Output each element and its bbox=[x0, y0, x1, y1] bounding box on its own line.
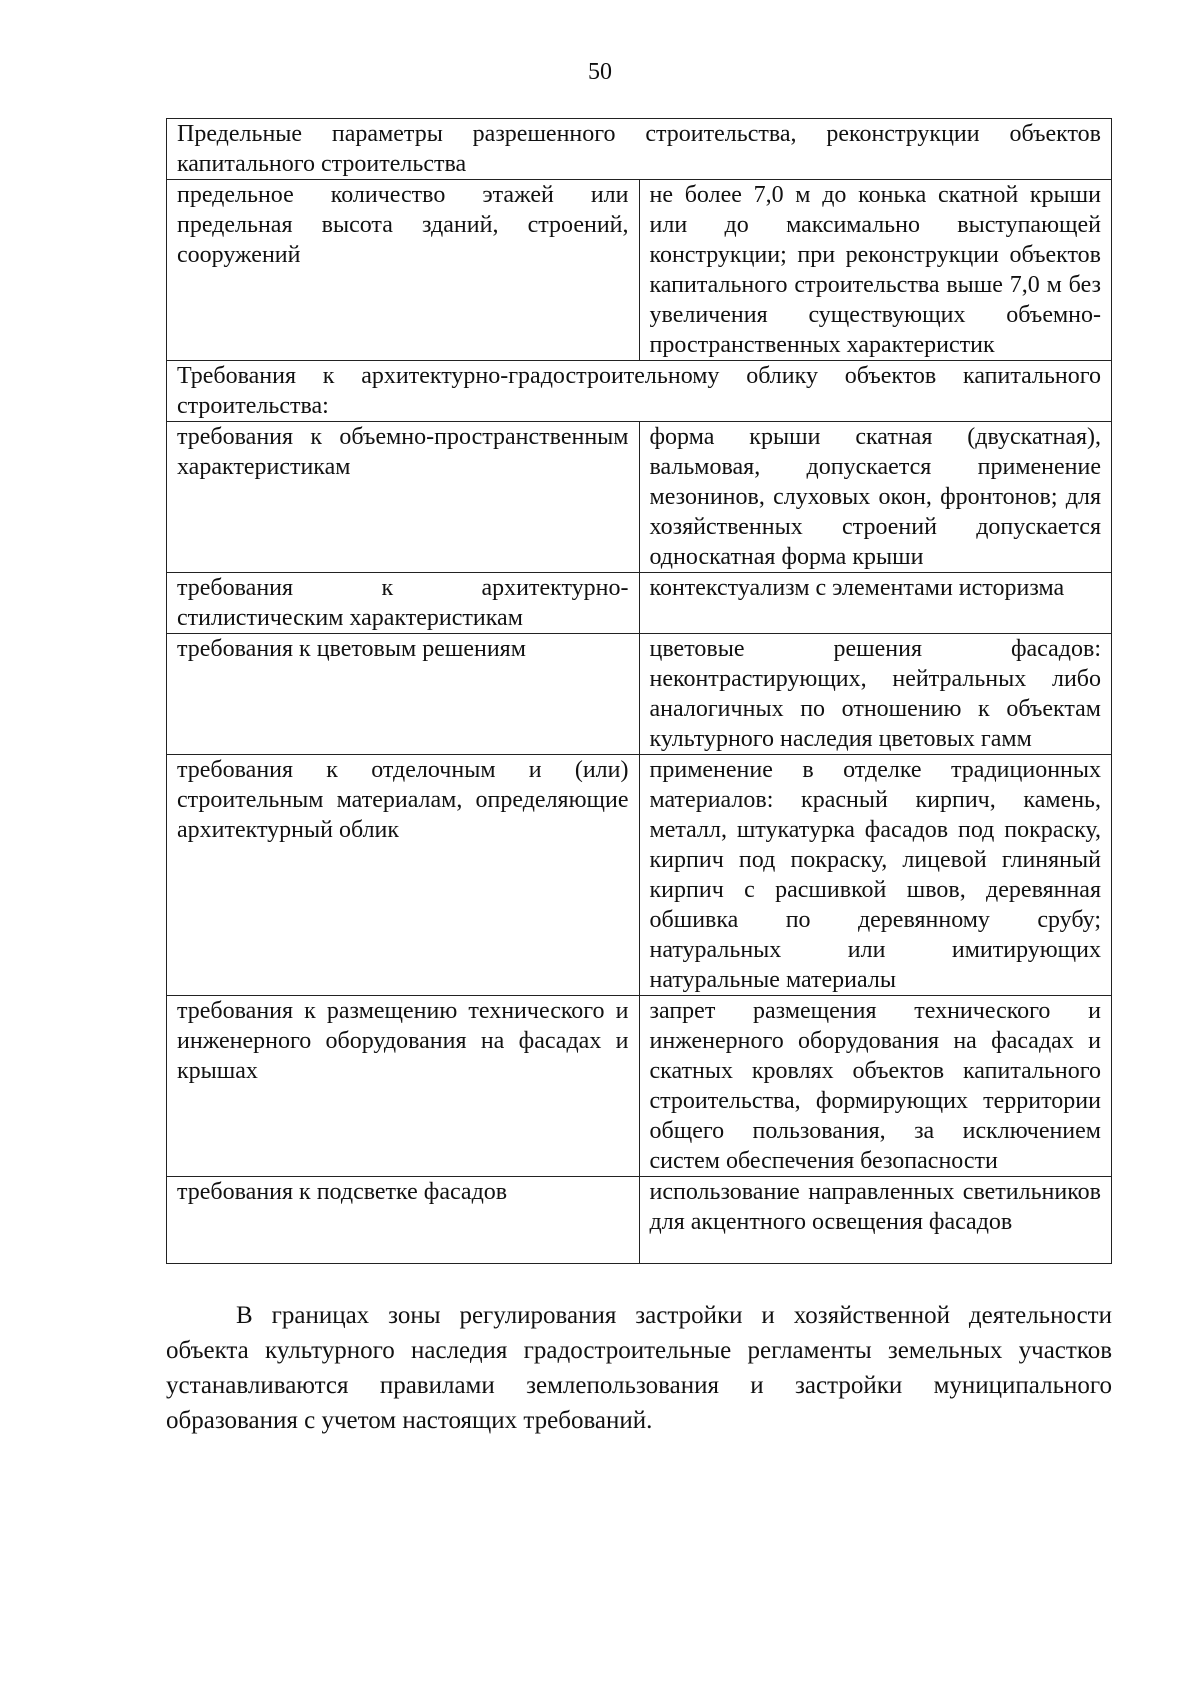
closing-paragraph: В границах зоны регулирования застройки и хозяйственной деятельности объекта культурного наследия градостроительные регламенты земельных участков устанавливаются правилами землепользования и застройки муниципального образования с учетом настоящих требований. bbox=[166, 1302, 1112, 1434]
row-label-max-height: предельное количество этажей или предельная высота зданий, строений, сооружений bbox=[167, 180, 640, 361]
table-row bbox=[167, 755, 1112, 996]
row-label-volume: требования к объемно-пространственным характеристикам bbox=[167, 422, 640, 573]
section-header-row bbox=[167, 119, 1112, 180]
section-header-appearance: Требования к архитектурно-градостроительному облику объектов капитального строительства: bbox=[167, 361, 1112, 422]
section-header-row bbox=[167, 361, 1112, 422]
table-row bbox=[167, 573, 1112, 634]
row-label-style: требования к архитектурно-стилистическим характеристикам bbox=[167, 573, 640, 634]
row-value-max-height: не более 7,0 м до конька скатной крыши или до максимально выступающей конструкции; при реконструкции объектов капитального строительства выше 7,0 м без увеличения существующих объемно-пространственных характеристик bbox=[639, 180, 1112, 361]
table-row bbox=[167, 634, 1112, 755]
table-row bbox=[167, 422, 1112, 573]
page-number: 50 bbox=[588, 59, 612, 85]
row-label-equipment: требования к размещению технического и инженерного оборудования на фасадах и крышах bbox=[167, 996, 640, 1177]
row-label-lighting: требования к подсветке фасадов bbox=[167, 1177, 640, 1264]
regulations-table bbox=[166, 118, 1112, 1264]
row-value-style: контекстуализм с элементами историзма bbox=[639, 573, 1112, 634]
row-label-colors: требования к цветовым решениям bbox=[167, 634, 640, 755]
table-row bbox=[167, 180, 1112, 361]
row-value-colors: цветовые решения фасадов: неконтрастирующих, нейтральных либо аналогичных по отношению к объектам культурного наследия цветовых гамм bbox=[639, 634, 1112, 755]
row-value-lighting: использование направленных светильников для акцентного освещения фасадов bbox=[639, 1177, 1112, 1264]
section-header-parameters: Предельные параметры разрешенного строительства, реконструкции объектов капитального строительства bbox=[167, 119, 1112, 180]
table-row bbox=[167, 1177, 1112, 1264]
row-label-materials: требования к отделочным и (или) строительным материалам, определяющие архитектурный облик bbox=[167, 755, 640, 996]
table-row bbox=[167, 996, 1112, 1177]
row-value-equipment: запрет размещения технического и инженерного оборудования на фасадах и скатных кровлях объектов капитального строительства, формирующих территории общего пользования, за исключением систем обеспечения безопасности bbox=[639, 996, 1112, 1177]
row-value-materials: применение в отделке традиционных материалов: красный кирпич, камень, металл, штукатурка фасадов под покраску, кирпич под покраску, лицевой глиняный кирпич с расшивкой швов, деревянная обшивка по деревянному срубу; натуральных или имитирующих натуральные материалы bbox=[639, 755, 1112, 996]
row-value-volume: форма крыши скатная (двускатная), вальмовая, допускается применение мезонинов, слуховых окон, фронтонов; для хозяйственных строений допускается односкатная форма крыши bbox=[639, 422, 1112, 573]
